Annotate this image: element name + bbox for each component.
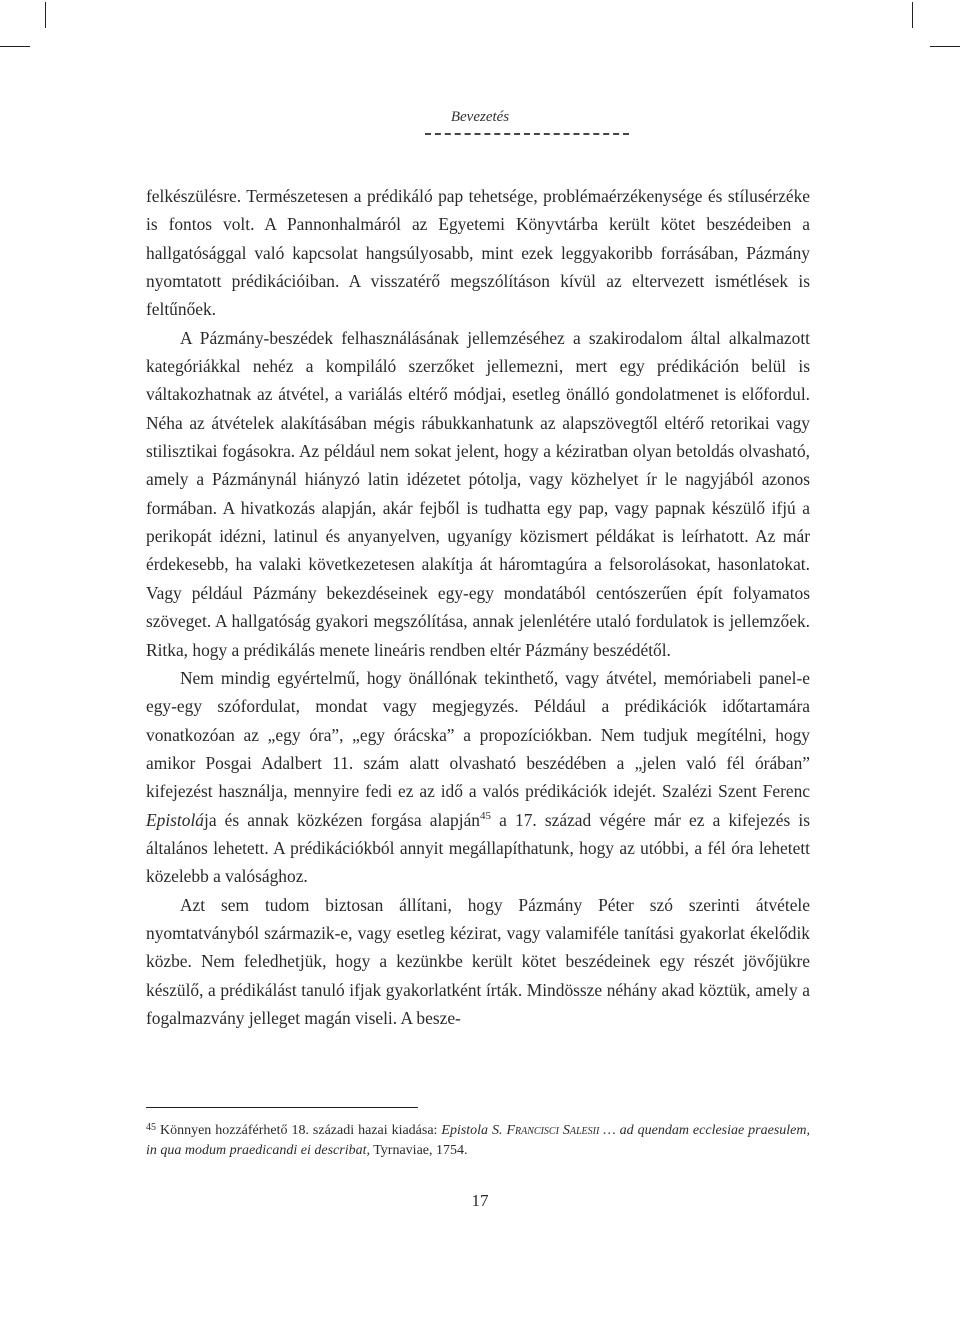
crop-mark-top-right-vertical bbox=[912, 2, 913, 28]
paragraph bbox=[146, 891, 810, 1033]
text-run: ja és annak közkézen forgása alapján bbox=[203, 809, 480, 830]
paragraph bbox=[146, 324, 810, 664]
running-title: Bevezetés bbox=[450, 109, 510, 125]
text-run: felkészülésre. Természetesen a prédikáló pap tehetsége, problémaérzékenysége és stílusérzéke is fontos volt. A Pannonhalmáról az Egyetemi Könyvtárba került kötet beszédeiben a hallgatósággal való kapcsolat hangsúlyosabb, mint ezek leggyakoribb forrásában, Pázmány nyomtatott prédikációiban. A visszatérő megszólításon kívül az eltervezett ismétlések is feltűnőek. bbox=[146, 186, 810, 320]
text-run: Tyrnaviae, 1754. bbox=[369, 1143, 468, 1158]
page-number: 17 bbox=[471, 1191, 489, 1210]
footnote-separator bbox=[146, 1107, 418, 1108]
header-dashed-rule bbox=[425, 133, 629, 135]
text-run: a 17. század végére már ez a kifejezés is általános lehetett. A prédikációkból annyit megállapíthatunk, hogy az utóbbi, a fél óra lehetett közelebb a valósághoz. bbox=[146, 809, 810, 887]
text-run: Nem mindig egyértelmű, hogy önállónak tekinthető, vagy átvétel, memóriabeli panel-e egy-egy szófordulat, mondat vagy megjegyzés. Például a prédikációk időtartamára vonatkozóan az „egy óra”, „egy órácska” a propozíciókban. Nem tudjuk megítélni, hogy amikor Posgai Adalbert 11. szám alatt olvasható beszédében a „jelen való fél órában” kifejezést használja, mennyire fedi ez az idő a valós prédikációk idejét. Szalézi Szent Ferenc bbox=[146, 667, 810, 802]
paragraph bbox=[146, 182, 810, 324]
crop-mark-top-right-horizontal bbox=[930, 46, 960, 47]
footnote-number: 45 bbox=[146, 1122, 156, 1133]
italic-text: … ad quendam ecclesiae praesulem, in qua modum praedicandi ei describat, bbox=[146, 1123, 810, 1158]
text-run: Azt sem tudom biztosan állítani, hogy Pázmány Péter szó szerinti átvétele nyomtatványból származik-e, vagy esetleg kézirat, vagy valamiféle tanítási gyakorlat ékelődik közbe. Nem feledhetjük, hogy a kezünkbe került kötet beszédeinek egy részét jövőjükre készülő, a prédikálást tanuló ifjak gyakorlatként írták. Mindössze néhány akad köztük, amely a fogalmazvány jelleget magán viseli. A besze- bbox=[146, 894, 810, 1028]
footnote-reference: 45 bbox=[480, 809, 491, 822]
italic-text: Epistola S. bbox=[441, 1123, 507, 1138]
text-run: Könnyen hozzáférhető 18. századi hazai kiadása: bbox=[156, 1123, 442, 1138]
crop-mark-top-left-vertical bbox=[45, 2, 46, 28]
paragraph bbox=[146, 664, 810, 891]
text-run: Francisci Salesii bbox=[506, 1123, 600, 1138]
italic-text: Epistolá bbox=[146, 809, 204, 830]
footnote-45 bbox=[146, 1121, 810, 1161]
footnote-text bbox=[146, 1123, 810, 1158]
crop-mark-top-left-horizontal bbox=[0, 46, 30, 47]
body-text bbox=[146, 182, 810, 1032]
text-run: A Pázmány-beszédek felhasználásának jellemzéséhez a szakirodalom által alkalmazott kategóriákkal nehéz a kompiláló szerzőket jellemezni, mert egy prédikáción belül is váltakozhatnak az átvétel, a variálás eltérő módjai, esetleg önálló gondolatmenet is előfordul. Néha az átvételek alakításában mégis rábukkanhatunk az alapszövegtől eltérő retorikai vagy stilisztikai fogásokra. Az például nem sokat jelent, hogy a kéziratban olyan betoldás olvasható, amely a Pázmánynál hiányzó latin idézetet pótolja, vagy közhelyet ír le nagyjából azonos formában. A hivatkozás alapján, akár fejből is tudhatta egy pap, vagy papnak készülő ifjú a perikopát idézni, latinul és anyanyelven, ugyanígy közismert példákat is leírhatott. Az már érdekesebb, ha valaki következetesen alakítja át háromtagúra a felsorolásokat, hasonlatokat. Vagy például Pázmány bekezdéseinek egy-egy mondatából centószerűen épít folyamatos szöveget. A hallgatóság gyakori megszólítása, annak jelenlétére utaló fordulatok is jellemzőek. Ritka, hogy a prédikálás menete lineáris rendben eltér Pázmány beszédétől. bbox=[146, 327, 810, 660]
